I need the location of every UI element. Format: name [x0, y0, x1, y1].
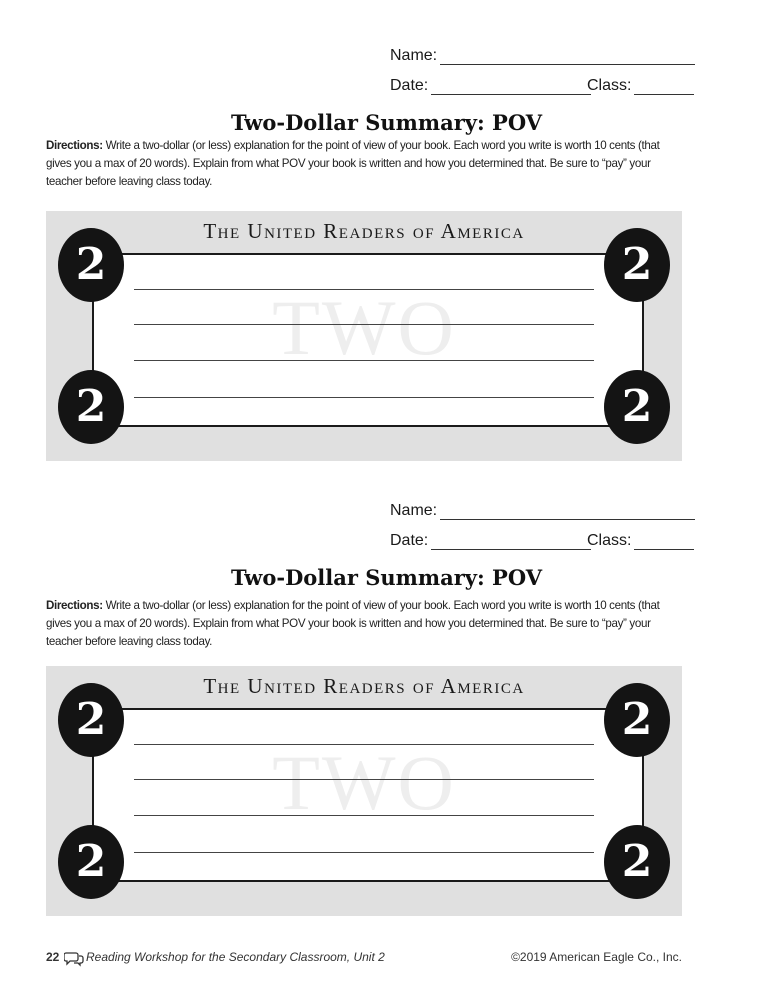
directions-text: Write a two-dollar (or less) explanation for the point of view of your book. Each word you write is worth 10 cents (that gives you a max of 20 words). Explain from what POV your book is written and how you determined that. Be sure to “pay” your teacher before leaving class today.: [46, 139, 660, 188]
directions: [46, 137, 686, 191]
writing-line-2[interactable]: [134, 324, 594, 325]
name-field[interactable]: [390, 502, 695, 520]
copyright: ©2019 American Eagle Co., Inc.: [511, 950, 682, 964]
bill-title: The United Readers of America: [203, 674, 525, 698]
writing-line-1[interactable]: [134, 744, 594, 745]
denomination-coin-top-left: 2: [58, 683, 124, 757]
date-label: Date:: [390, 532, 429, 549]
date-line[interactable]: [431, 537, 591, 550]
writing-line-3[interactable]: [134, 815, 594, 816]
bill-watermark: TWO: [272, 739, 456, 826]
writing-line-4[interactable]: [134, 852, 594, 853]
denomination-coin-bottom-right: 2: [604, 825, 670, 899]
writing-line-3[interactable]: [134, 360, 594, 361]
writing-line-4[interactable]: [134, 397, 594, 398]
date-line[interactable]: [431, 82, 591, 95]
denomination-coin-bottom-right: 2: [604, 370, 670, 444]
class-label: Class:: [587, 532, 632, 549]
name-line[interactable]: [440, 507, 695, 520]
two-dollar-bill: [46, 666, 682, 916]
date-label: Date:: [390, 77, 429, 94]
writing-line-1[interactable]: [134, 289, 594, 290]
class-line[interactable]: [634, 537, 694, 550]
name-line[interactable]: [440, 52, 695, 65]
denomination-coin-top-right: 2: [604, 683, 670, 757]
denomination-coin-top-left: 2: [58, 228, 124, 302]
worksheet-title: Two-Dollar Summary: POV: [230, 565, 543, 590]
writing-line-2[interactable]: [134, 779, 594, 780]
name-field[interactable]: [390, 47, 695, 65]
page-number: 22: [46, 950, 60, 964]
directions: [46, 597, 686, 651]
bill-title: The United Readers of America: [203, 219, 525, 243]
name-label: Name:: [390, 502, 438, 519]
denomination-coin-bottom-left: 2: [58, 825, 124, 899]
directions-label: Directions:: [46, 139, 103, 152]
class-field[interactable]: [587, 77, 694, 95]
date-field[interactable]: [390, 532, 591, 550]
page-footer: [46, 950, 682, 970]
denomination-coin-bottom-left: 2: [58, 370, 124, 444]
two-dollar-bill: [46, 211, 682, 461]
speech-bubbles-icon: [64, 951, 84, 970]
directions-label: Directions:: [46, 599, 103, 612]
directions-text: Write a two-dollar (or less) explanation for the point of view of your book. Each word you write is worth 10 cents (that gives you a max of 20 words). Explain from what POV your book is written and how you determined that. Be sure to “pay” your teacher before leaving class today.: [46, 599, 660, 648]
worksheet-title: Two-Dollar Summary: POV: [230, 110, 543, 135]
denomination-coin-top-right: 2: [604, 228, 670, 302]
class-label: Class:: [587, 77, 632, 94]
class-field[interactable]: [587, 532, 694, 550]
book-title: Reading Workshop for the Secondary Classroom, Unit 2: [86, 950, 385, 964]
name-label: Name:: [390, 47, 438, 64]
date-field[interactable]: [390, 77, 591, 95]
bill-watermark: TWO: [272, 284, 456, 371]
class-line[interactable]: [634, 82, 694, 95]
